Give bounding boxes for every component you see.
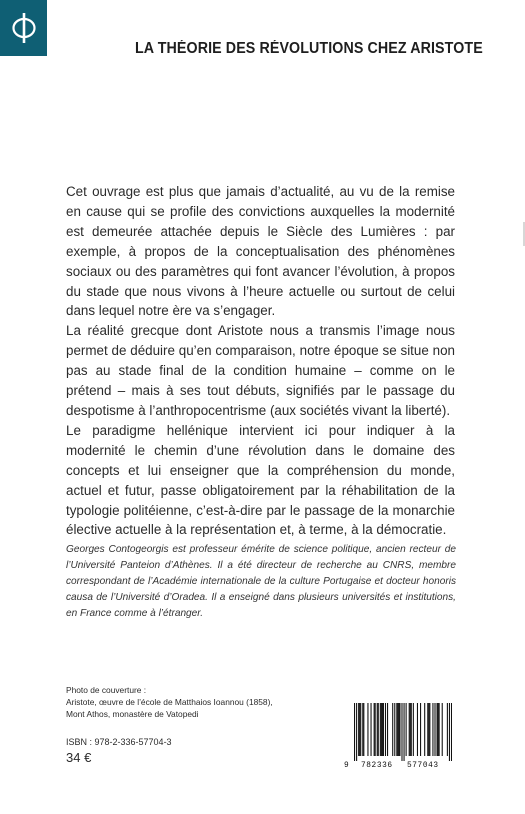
barcode-bar xyxy=(356,703,357,761)
summary-paragraph: Cet ouvrage est plus que jamais d’actualité, au vu de la remise en cause qui se profile des convictions auxquelles la modernité est demeurée attachée depuis le Siècle des Lumières : par exemple, à propos de la conceptualisation des phénomènes sociaux ou des paramètres qui font avancer l’évolution, à propos du stade que nous vivons à l’heure actuelle ou surtout de celui dans lequel notre ère va s’engager. xyxy=(66,184,455,319)
barcode-bar xyxy=(442,703,443,756)
barcode-bar xyxy=(354,703,355,761)
barcode-bar xyxy=(382,703,383,756)
barcode xyxy=(344,703,452,773)
author-name: Georges Contogeorgis xyxy=(66,544,169,555)
barcode-bar xyxy=(439,703,440,756)
barcode-bar xyxy=(397,703,398,756)
barcode-bar xyxy=(362,703,363,756)
barcode-bar xyxy=(375,703,376,756)
barcode-bar xyxy=(438,703,439,756)
barcode-bar xyxy=(404,703,405,761)
barcode-bar xyxy=(401,703,402,761)
barcode-bar xyxy=(399,703,400,756)
barcode-bar xyxy=(359,703,360,756)
barcode-bar xyxy=(417,703,418,756)
barcode-bar xyxy=(447,703,448,756)
barcode-bar xyxy=(377,703,378,756)
barcode-bar xyxy=(396,703,397,756)
credits-line: Mont Athos, monastère de Vatopedi xyxy=(66,708,199,719)
barcode-bar xyxy=(360,703,361,756)
summary-paragraph: La réalité grecque dont Aristote nous a transmis l’image nous permet de déduire qu’en comparaison, notre époque se situe non pas au stade final de la condition humaine – comme on le prétend – mais à ses tout débuts, signifiés par le passage du despotisme à l’anthropocentrisme (aux sociétés vivant la liberté). xyxy=(66,323,455,418)
barcode-digits-right: 577043 xyxy=(407,762,439,770)
book-title: LA THÉORIE DES RÉVOLUTIONS CHEZ ARISTOTE xyxy=(135,40,483,57)
barcode-bar xyxy=(424,703,425,756)
barcode-bar xyxy=(398,703,399,756)
barcode-digit-first: 9 xyxy=(344,762,349,770)
barcode-bar xyxy=(420,703,421,756)
barcode-bar xyxy=(413,703,414,756)
cover-photo-credits xyxy=(66,685,336,720)
barcode-bar xyxy=(358,703,359,756)
barcode-bar xyxy=(383,703,384,756)
barcode-bar xyxy=(449,703,450,761)
phi-logo-icon xyxy=(11,11,37,45)
barcode-bars xyxy=(354,703,452,761)
barcode-bar xyxy=(427,703,428,756)
barcode-bar xyxy=(367,703,368,756)
barcode-bar xyxy=(385,703,386,756)
barcode-bar xyxy=(374,703,375,756)
barcode-bar xyxy=(409,703,410,756)
barcode-bar xyxy=(387,703,388,756)
barcode-bar xyxy=(429,703,430,756)
barcode-bar xyxy=(406,703,407,756)
barcode-bar xyxy=(451,703,452,761)
isbn: ISBN : 978-2-336-57704-3 xyxy=(66,737,172,747)
credits-line: Aristote, œuvre de l’école de Matthaios Ioannou (1858), xyxy=(66,696,273,707)
barcode-bar xyxy=(428,703,429,756)
barcode-bar xyxy=(392,703,393,756)
barcode-bar xyxy=(432,703,433,756)
credits-heading: Photo de couverture : xyxy=(66,685,147,695)
barcode-bar xyxy=(434,703,435,756)
publisher-logo xyxy=(0,0,47,56)
author-bio-text: est professeur émérite de science politique, ancien recteur de l’Université Panteion d’Athènes. Il a été directeur de recherche au CNRS, membre correspondant de l’Académie internationale de la culture Portugaise et docteur honoris causa de l’Université d’Oradea. Il a enseigné dans plusieurs universités et institutions, en France comme à l’étranger. xyxy=(66,544,456,619)
barcode-digits-left: 782336 xyxy=(361,762,393,770)
barcode-bar xyxy=(378,703,379,756)
author-bio xyxy=(66,542,456,622)
barcode-bar xyxy=(380,703,381,756)
price: 34 € xyxy=(66,750,92,765)
barcode-bar xyxy=(363,703,364,756)
barcode-digits xyxy=(344,762,452,772)
barcode-bar xyxy=(371,703,372,756)
summary-paragraph: Le paradigme hellénique intervient ici pour indiquer à la modernité le chemin d’une révolution dans le domaine des concepts et lui enseigner que la compréhension du monde, actuel et futur, passe obligatoirement par la réhabilitation de la typologie politéienne, c’est-à-dire par le passage de la monarchie élective actuelle à la représentation et, à terme, à la démocratie. xyxy=(66,422,455,538)
barcode-bar xyxy=(411,703,412,756)
barcode-bar xyxy=(381,703,382,756)
barcode-bar xyxy=(437,703,438,756)
barcode-bar xyxy=(410,703,411,756)
back-cover-summary xyxy=(66,182,455,540)
barcode-bar xyxy=(394,703,395,756)
